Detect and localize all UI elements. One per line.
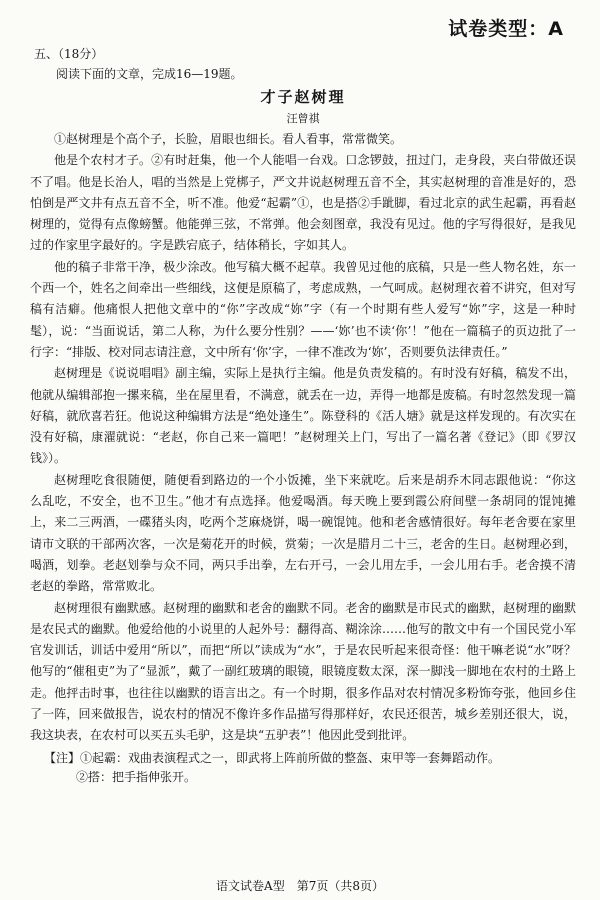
exam-content [30, 46, 576, 787]
section-instruction: 阅读下面的文章，完成16—19题。 [56, 67, 243, 81]
article-paragraph-4: 赵树理是《说说唱唱》副主编，实际上是执行主编。他是负责发稿的。有时没有好稿，稿发不出，他就从编辑部抱一摞来稿，坐在屋里看，不满意，就丢在一边，弄得一地都是废稿。有时忽然发现一篇好稿，就欣喜若狂。他说这种编辑方法是“绝处逢生”。陈登科的《活人塘》就是这样发现的。有次实在没有好稿，康濯就说：“老赵，你自己来一篇吧！”赵树理关上门，写出了一篇名著《登记》（即《罗汉钱》）。 [30, 366, 576, 466]
article-paragraph-3: 他的稿子非常干净，极少涂改。他写稿大概不起草。我曾见过他的底稿，只是一些人物名姓，东一个西一个，姓名之间牵出一些细线，这便是原稿了，考虑成熟，一气呵成。赵树理衣着不讲究，但对写稿有洁癖。他痛恨人把他文章中的“你”字改成“妳”字（有一个时期有些人爱写“妳”字，这是一种时髦），说：“当面说话，第二人称，为什么要分性别？——‘妳’也不读‘你’！”他在一篇稿子的页边批了一行字：“排版、校对同志请注意，文中所有‘你’字，一律不准改为‘妳’，否则要负法律责任。” [30, 259, 576, 359]
article-paragraph-6: 赵树理很有幽默感。赵树理的幽默和老舍的幽默不同。老舍的幽默是市民式的幽默，赵树理的幽默是农民式的幽默。他爱给他的小说里的人起外号：翻得高、糊涂涂……他写的散文中有一个国民党小军官发训话，训话中爱用“所以”，而把“所以”读成为“水”，于是农民听起来很奇怪：他干嘛老说“水”呀？他写的“催租吏”为了“显派”，戴了一副红玻璃的眼镜，眼镜度数太深，深一脚浅一脚地在农村的土路上走。他抨击时事，也往往以幽默的语言出之。有一个时期，很多作品对农村情况多粉饰夸张，他回乡住了一阵，回来做报告，说农村的情况不像许多作品描写得那样好，农民还很苦，城乡差别还很大，说，我这块表，在农村可以买五头毛驴，这是块“五驴表”！他因此受到批评。 [30, 600, 576, 743]
page-footer: 语文试卷A型 第7页（共8页） [216, 879, 384, 893]
article-title: 才子赵树理 [260, 88, 346, 106]
article-paragraph-1: ①赵树理是个高个子，长脸，眉眼也细长。看人看事，常常微笑。 [54, 132, 403, 146]
article-author: 汪曾祺 [286, 112, 320, 125]
article-paragraph-5: 赵树理吃食很随便，随便看到路边的一个小饭摊，坐下来就吃。后来是胡乔木同志跟他说：“你这么乱吃，不安全，也不卫生。”他才有点选择。他爱喝酒。每天晚上要到霞公府间壁一条胡同的馄饨摊上，来二三两酒，一碟猪头肉，吃两个芝麻烧饼，喝一碗馄饨。他和老舍感情很好。每年老舍要在家里请市文联的干部两次客，一次是菊花开的时候，赏菊；一次是腊月二十三，老舍的生日。赵树理必到，喝酒，划拳。老赵划拳与众不同，两只手出拳，左右开弓，一会儿用左手，一会儿用右手。老舍摸不清老赵的拳路，常常败北。 [30, 472, 576, 594]
footnote-1-text: ①起霸：戏曲表演程式之一，即武将上阵前所做的整盔、束甲等一套舞蹈动作。 [80, 750, 501, 765]
section-label: 五、（18分） [34, 47, 104, 61]
article-paragraph-2: 他是个农村才子。②有时赶集，他一个人能唱一台戏。口念锣鼓，扭过门，走身段，夹白带做还误不了唱。他是长治人，唱的当然是上党梆子，严文井说赵树理五音不全，其实赵树理的音准是好的，恐怕倒是严文井有点五音不全，听不准。他爱“起霸”①，也是搭②手跐脚，看过北京的武生起霸，再看赵树理的，觉得有点像螃蟹。他能弹三弦，不常弹。他会刻图章，我没有见过。他的字写得很好，是我见过的作家里字最好的。字是跌宕底子，结体稍长，字如其人。 [30, 153, 576, 253]
exam-type-label: 试卷类型：A [448, 18, 564, 40]
footnote-1 [44, 749, 576, 768]
footnotes [30, 749, 576, 787]
footnote-2: ②搭：把手指伸张开。 [76, 769, 197, 784]
footnote-prefix: 【注】 [44, 750, 81, 765]
